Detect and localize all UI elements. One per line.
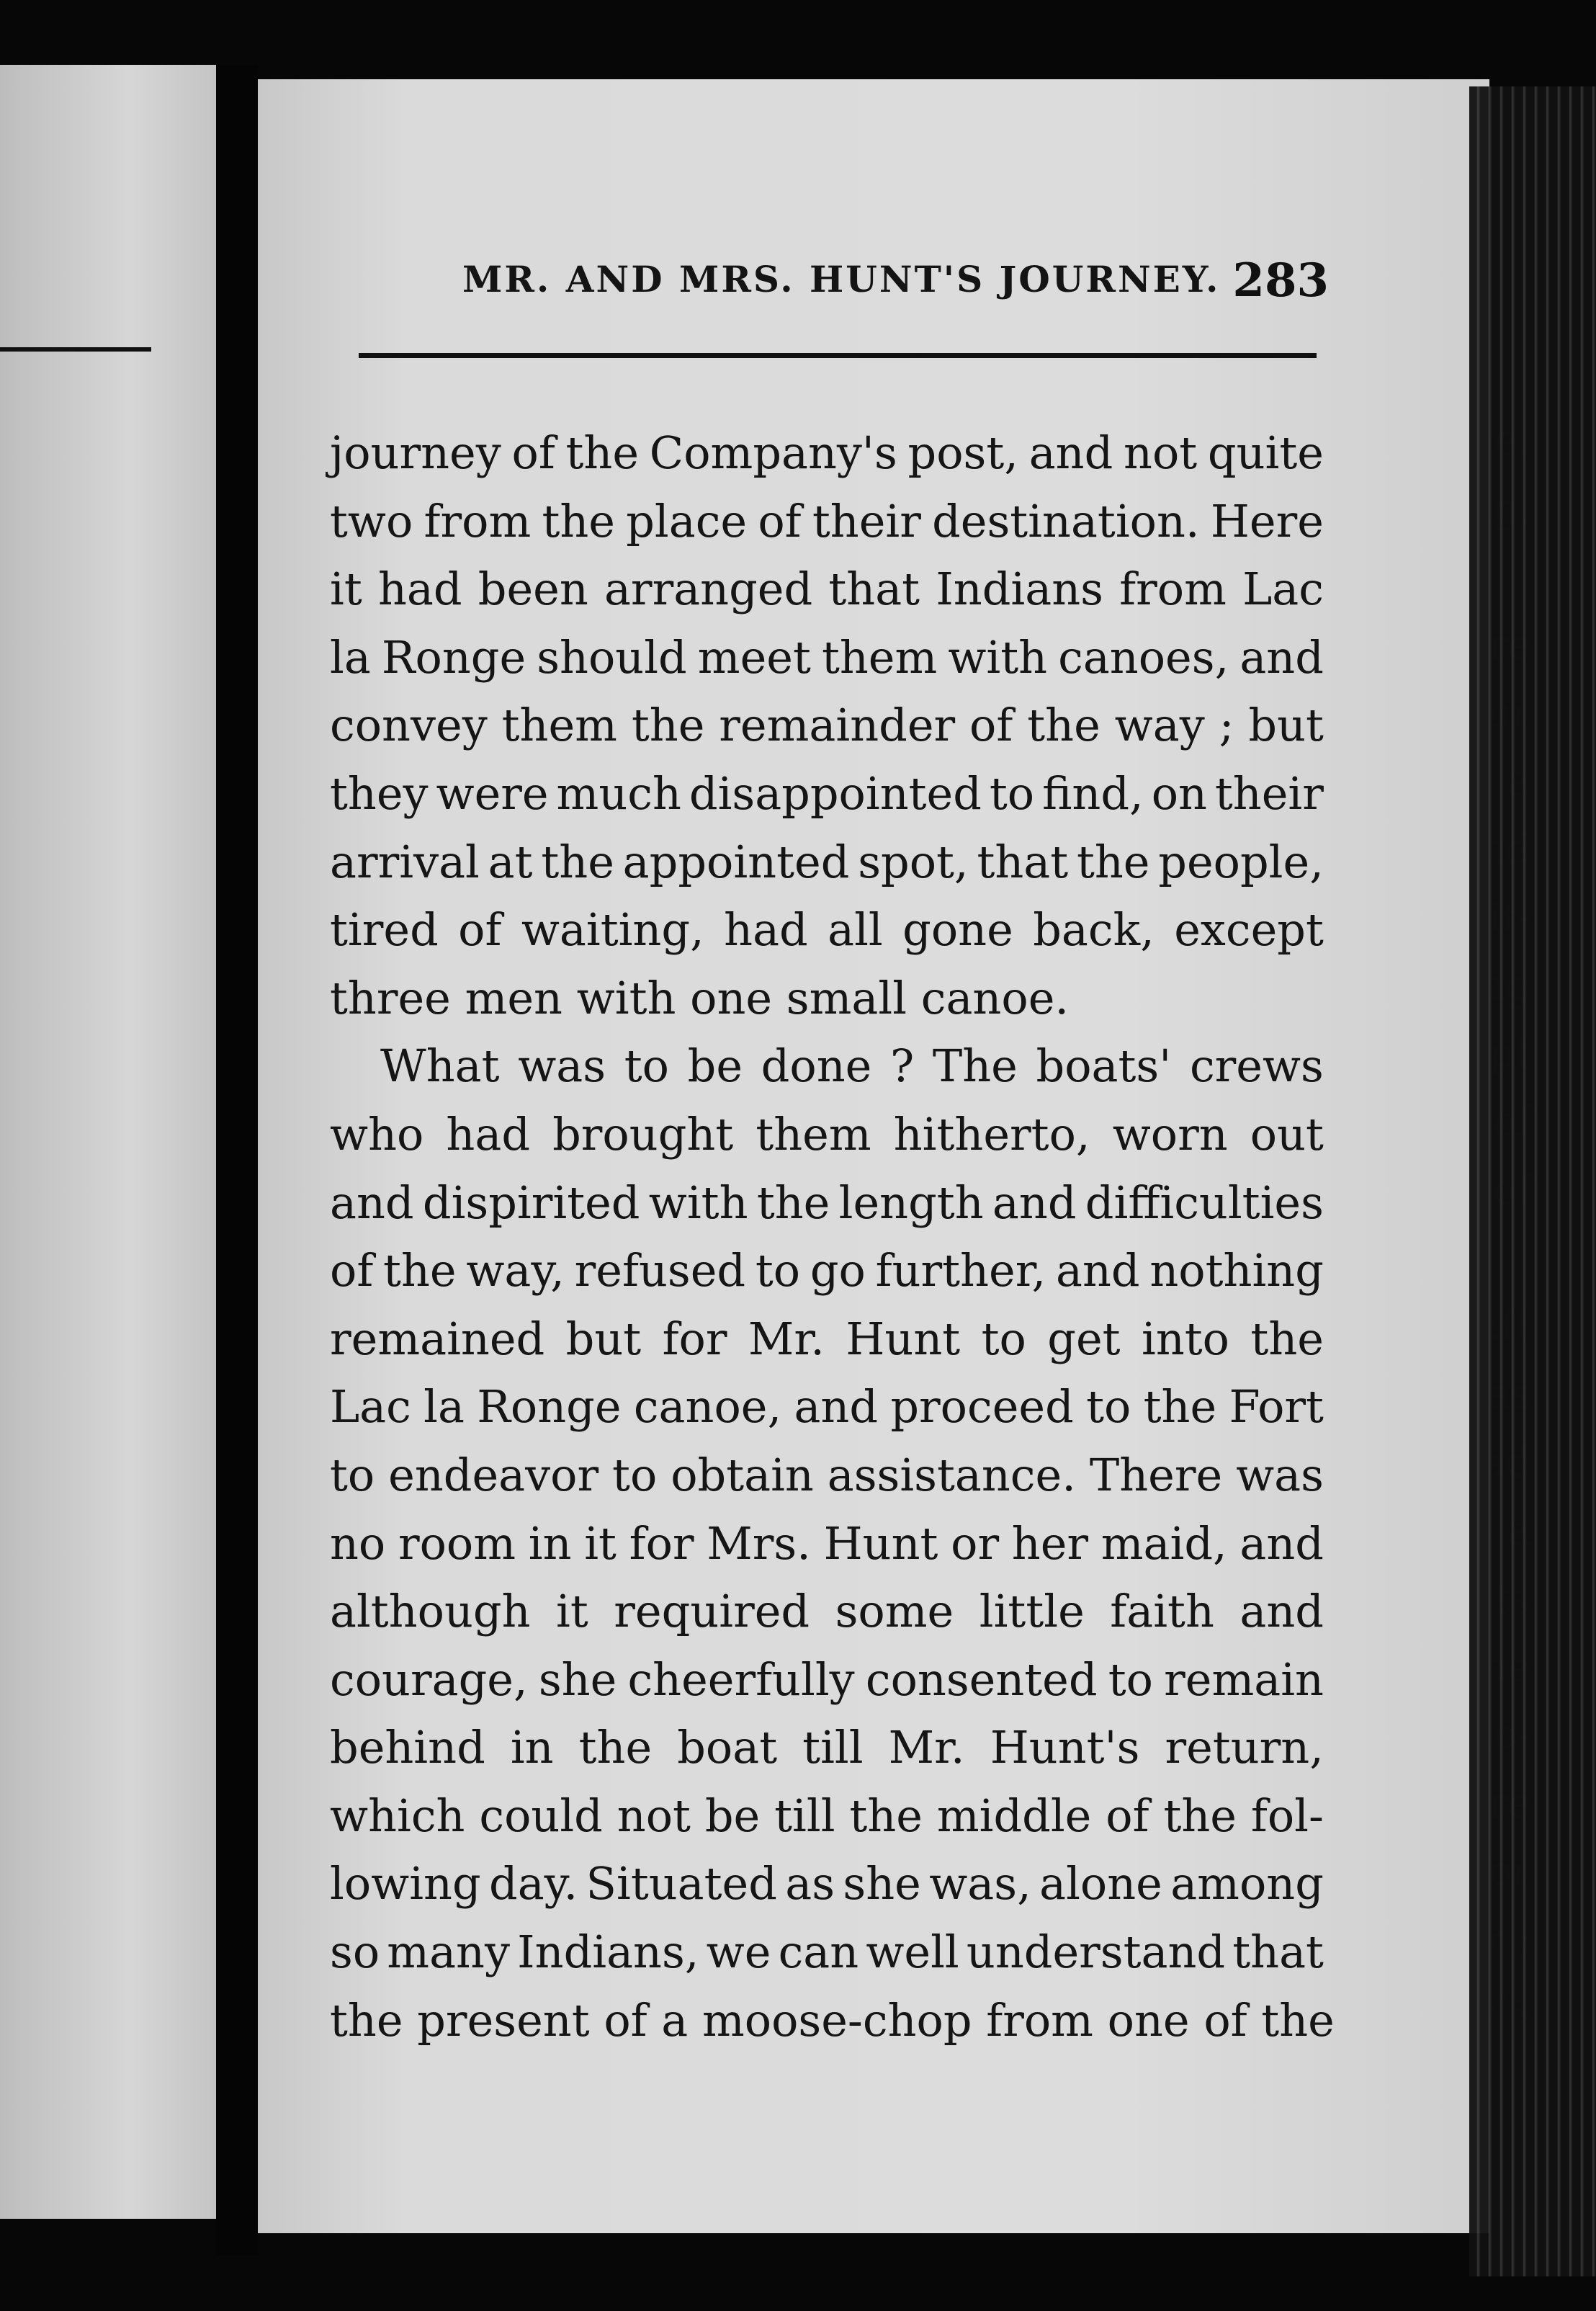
body-text bbox=[330, 419, 1335, 2055]
text-line: the present of a moose-chop from one of the bbox=[330, 1993, 1335, 2047]
text-line: which could not be till the middle of the fol- bbox=[330, 1789, 1324, 1842]
text-line: although it required some little faith and bbox=[330, 1585, 1324, 1638]
text-line: remained but for Mr. Hunt to get into the bbox=[330, 1312, 1324, 1365]
text-line: it had been arranged that Indians from Lac bbox=[330, 563, 1324, 616]
book-gutter bbox=[216, 65, 258, 2255]
text-line: What was to be done ? The boats' crews bbox=[380, 1040, 1324, 1093]
text-line: who had brought them hitherto, worn out bbox=[330, 1107, 1324, 1161]
text-line: they were much disappointed to find, on their bbox=[330, 766, 1324, 820]
header-rule bbox=[359, 353, 1317, 358]
page-number: 283 bbox=[1232, 254, 1329, 308]
facing-page-rule bbox=[0, 347, 151, 352]
text-line: la Ronge should meet them with canoes, and bbox=[330, 630, 1324, 684]
text-line: and dispirited with the length and difficulties bbox=[330, 1176, 1324, 1229]
text-line: tired of waiting, had all gone back, except bbox=[330, 903, 1324, 957]
running-head bbox=[462, 254, 1329, 311]
text-line: three men with one small canoe. bbox=[330, 971, 1070, 1024]
text-line: to endeavor to obtain assistance. There was bbox=[330, 1448, 1324, 1501]
text-line: courage, she cheerfully consented to remain bbox=[330, 1653, 1324, 1706]
text-line: convey them the remainder of the way ; but bbox=[330, 699, 1324, 752]
text-line: no room in it for Mrs. Hunt or her maid, and bbox=[330, 1516, 1324, 1570]
running-title: MR. AND MRS. HUNT'S JOURNEY. bbox=[462, 258, 1221, 300]
page-edges bbox=[1469, 86, 1596, 2276]
text-line: arrival at the appointed spot, that the people, bbox=[330, 835, 1324, 888]
text-line: journey of the Company's post, and not quite bbox=[330, 426, 1324, 479]
text-line: Lac la Ronge canoe, and proceed to the Fort bbox=[330, 1380, 1324, 1434]
text-line: of the way, refused to go further, and nothing bbox=[330, 1244, 1324, 1297]
facing-page bbox=[0, 65, 216, 2219]
text-line: behind in the boat till Mr. Hunt's return, bbox=[330, 1721, 1324, 1774]
text-line: so many Indians, we can well understand that bbox=[330, 1926, 1324, 1979]
text-line: two from the place of their destination. Here bbox=[330, 494, 1324, 547]
text-line: lowing day. Situated as she was, alone among bbox=[330, 1857, 1324, 1910]
